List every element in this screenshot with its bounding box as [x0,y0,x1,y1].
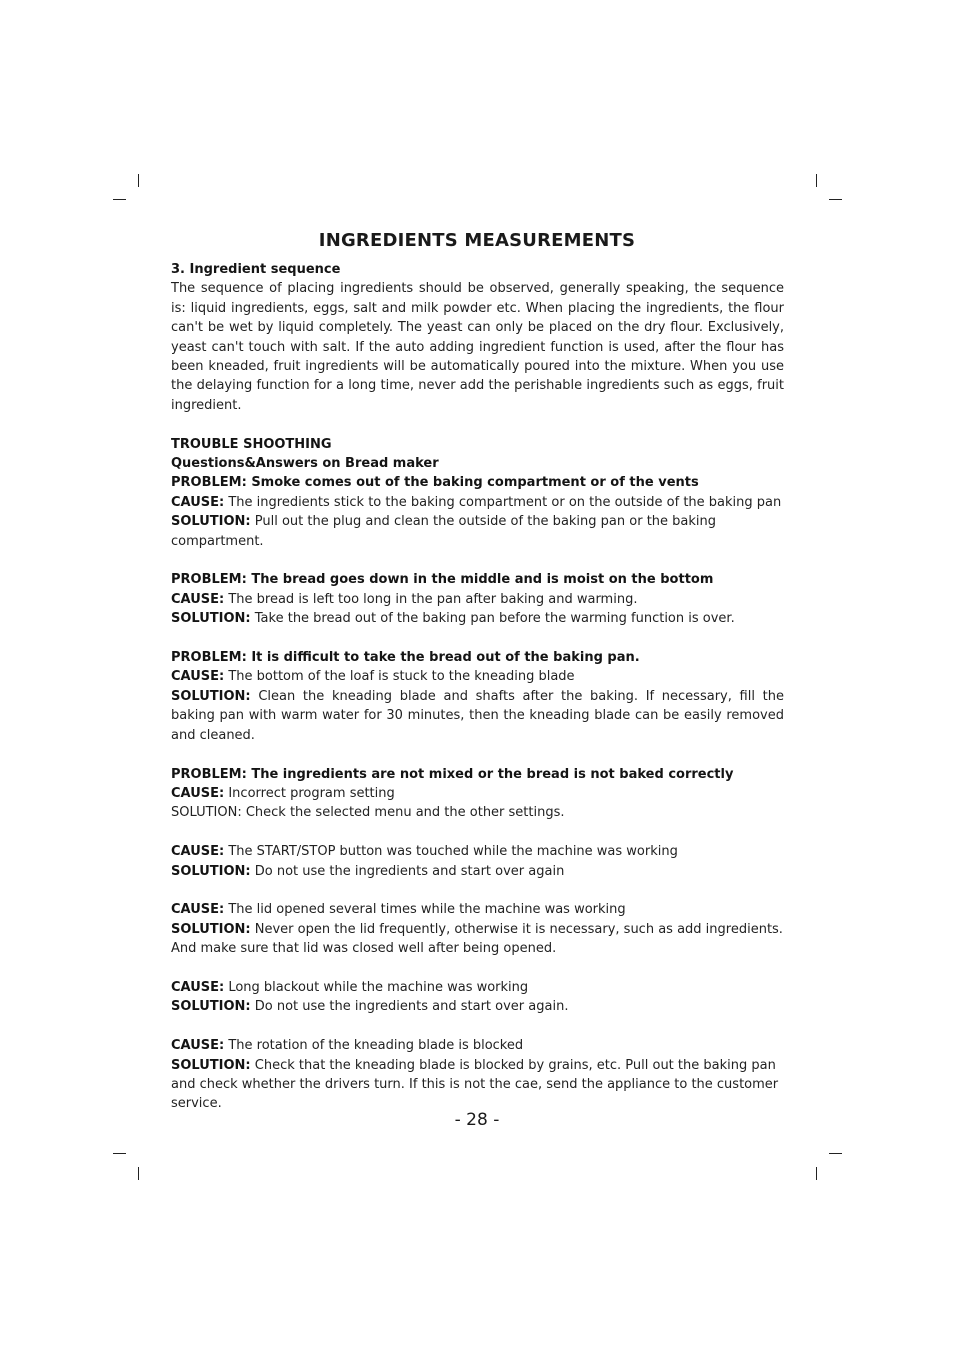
cause-label: CAUSE: [171,979,225,995]
cause-text: Long blackout while the machine was working [228,979,529,995]
cause-label: CAUSE: [171,591,225,607]
problem-title: PROBLEM: The bread goes down in the middle and is moist on the bottom [171,572,714,588]
solution-text: Do not use the ingredients and start over again [254,863,565,879]
cause-text: The bread is left too long in the pan after baking and warming. [228,591,638,607]
cause-line [171,784,784,803]
cause-text: Incorrect program setting [228,785,395,801]
crop-mark [816,174,817,187]
crop-mark [113,1153,126,1154]
solution-line [171,512,784,551]
cause-line [171,1036,784,1055]
solution-label: SOLUTION: [171,611,251,627]
cause-label: CAUSE: [171,844,225,860]
solution-label: SOLUTION: [171,999,251,1015]
cause-text: The rotation of the kneading blade is blocked [228,1038,524,1054]
solution-line [171,609,784,628]
cause-text: The lid opened several times while the machine was working [228,902,626,918]
cause-label: CAUSE: [171,902,225,918]
solution-text: Never open the lid frequently, otherwise it is necessary, such as add ingredients. And make sure that lid was closed well after being opened. [171,921,783,957]
solution-line [171,920,784,959]
crop-mark [829,199,842,200]
document-body [171,260,784,1114]
cause-label: CAUSE: [171,785,225,801]
problem-title: PROBLEM: The ingredients are not mixed or the bread is not baked correctly [171,766,734,782]
crop-mark [138,1167,139,1180]
crop-mark [816,1167,817,1180]
solution-label: SOLUTION: [171,688,251,704]
crop-mark [829,1153,842,1154]
solution-line [171,862,784,881]
solution-text: Pull out the plug and clean the outside of the baking pan or the baking compartment. [171,514,717,549]
solution-text: Clean the kneading blade and shafts after the baking. If necessary, fill the baking pan with warm water for 30 minutes, then the kneading blade can be easily removed and cleaned. [171,688,784,743]
trouble-subheading: Questions&Answers on Bread maker [171,456,439,472]
cause-line [171,493,784,512]
cause-label: CAUSE: [171,1038,225,1054]
solution-label: SOLUTION: [171,921,251,937]
crop-mark [138,174,139,187]
solution-line: SOLUTION: Check the selected menu and the other settings. [171,805,565,821]
cause-line [171,842,784,861]
solution-text: Do not use the ingredients and start over again. [254,999,569,1015]
solution-label: SOLUTION: [171,514,251,530]
problem-title: PROBLEM: Smoke comes out of the baking compartment or of the vents [171,475,699,491]
solution-text: Check that the kneading blade is blocked by grains, etc. Pull out the baking pan and check whether the drivers turn. If this is not the cae, send the appliance to the customer service. [171,1057,779,1112]
cause-line [171,667,784,686]
problem-title: PROBLEM: It is difficult to take the bread out of the baking pan. [171,650,640,666]
cause-text: The bottom of the loaf is stuck to the kneading blade [228,669,575,685]
cause-line [171,978,784,997]
page-number: - 28 - [454,1110,500,1130]
cause-label: CAUSE: [171,669,225,685]
solution-label: SOLUTION: [171,1057,251,1073]
section-heading: 3. Ingredient sequence [171,262,341,277]
solution-text: Take the bread out of the baking pan before the warming function is over. [254,611,735,627]
trouble-heading: TROUBLE SHOOTHING [171,436,332,452]
solution-label: SOLUTION: [171,863,251,879]
cause-label: CAUSE: [171,494,225,510]
cause-line [171,900,784,919]
crop-mark [113,199,126,200]
solution-line [171,1056,784,1114]
cause-text: The ingredients stick to the baking compartment or on the outside of the baking pan [228,494,782,510]
sequence-paragraph: The sequence of placing ingredients should be observed, generally speaking, the sequence is: liquid ingredients, eggs, salt and milk powder etc. When placing the ingredients, the flour can't be wet by liquid completely. The yeast can only be placed on the dry flour. Exclusively, yeast can't touch with salt. If the auto adding ingredient function is used, after the flour has been kneaded, fruit ingredients will be automatically poured into the mixture. When you use the delaying function for a long time, never add the perishable ingredients such as eggs, fruit ingredient. [171,281,784,413]
cause-line [171,590,784,609]
solution-line [171,997,784,1016]
solution-line [171,687,784,745]
page-title: INGREDIENTS MEASUREMENTS [318,230,636,251]
cause-text: The START/STOP button was touched while the machine was working [228,844,678,860]
